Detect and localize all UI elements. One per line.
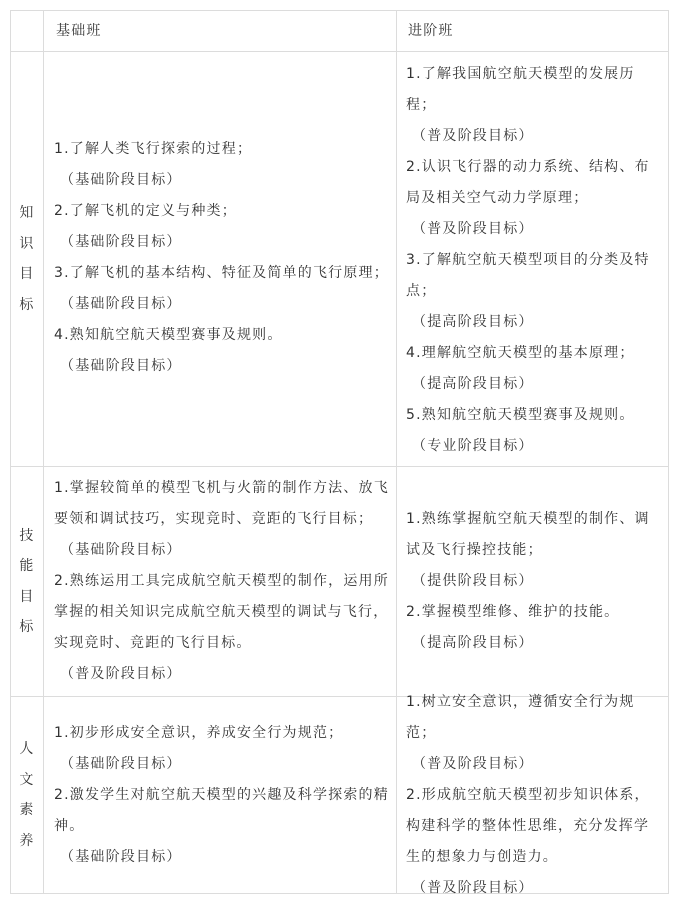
stage-note: （专业阶段目标） (412, 438, 534, 454)
humanities-advanced-cell (406, 693, 662, 896)
stage-note: （基础阶段目标） (60, 296, 182, 312)
stage-note: （普及阶段目标） (412, 879, 534, 896)
category-char: 知 (19, 205, 35, 221)
goal-item: 2.了解飞机的定义与种类； (54, 203, 237, 219)
stage-note: （基础阶段目标） (60, 755, 182, 772)
goal-item: 1.初步形成安全意识，养成安全行为规范； (54, 724, 344, 741)
category-char: 人 (19, 741, 35, 757)
humanities-basic-cell (54, 697, 390, 893)
goal-item: 4.理解航空航天模型的基本原理； (406, 345, 635, 361)
table-divider-col1 (43, 10, 44, 894)
stage-note: （普及阶段目标） (412, 221, 534, 237)
skills-advanced-cell (406, 467, 662, 696)
stage-note: （基础阶段目标） (60, 542, 182, 558)
goal-item: 3.了解航空航天模型项目的分类及特点； (406, 252, 650, 299)
stage-note: （基础阶段目标） (60, 358, 182, 374)
goal-item: 1.了解我国航空航天模型的发展历程； (406, 66, 635, 113)
goal-item: 4.熟知航空航天模型赛事及规则。 (54, 327, 283, 343)
category-char: 能 (19, 558, 35, 574)
stage-note: （普及阶段目标） (412, 128, 534, 144)
category-char: 识 (19, 235, 35, 252)
table-border-right (668, 10, 669, 894)
category-skills (11, 467, 43, 696)
table-divider-col2 (396, 10, 397, 894)
goal-item: 3.了解飞机的基本结构、特征及简单的飞行原理； (54, 265, 389, 281)
header-basic: 基础班 (56, 23, 102, 39)
skills-basic-cell (54, 467, 390, 696)
goal-item: 2.激发学生对航空航天模型的兴趣及科学探索的精神。 (54, 786, 389, 834)
table-border-top (10, 10, 669, 11)
category-char: 技 (19, 527, 35, 544)
goal-item: 1.了解人类飞行探索的过程； (54, 141, 253, 157)
goal-item: 2.形成航空航天模型初步知识体系，构建科学的整体性思维，充分发挥学生的想象力与创造力。 (406, 786, 650, 865)
goal-item: 2.掌握模型维修、维护的技能。 (406, 604, 620, 620)
category-char: 标 (19, 619, 35, 635)
goal-item: 5.熟知航空航天模型赛事及规则。 (406, 407, 635, 423)
stage-note: （提供阶段目标） (412, 573, 534, 589)
goal-item: 1.树立安全意识，遵循安全行为规范； (406, 693, 635, 741)
header-advanced: 进阶班 (408, 23, 454, 39)
knowledge-basic-cell (54, 52, 390, 466)
category-knowledge (11, 52, 43, 466)
stage-note: （基础阶段目标） (60, 848, 182, 865)
category-char: 素 (19, 802, 35, 818)
category-char: 文 (19, 771, 35, 788)
category-char: 目 (19, 266, 35, 282)
stage-note: （基础阶段目标） (60, 234, 182, 250)
category-humanities (11, 697, 43, 893)
category-char: 养 (19, 832, 35, 849)
category-char: 标 (19, 296, 35, 313)
stage-note: （普及阶段目标） (60, 666, 182, 682)
knowledge-advanced-cell (406, 52, 662, 466)
stage-note: （提高阶段目标） (412, 635, 534, 651)
goal-item: 2.熟练运用工具完成航空航天模型的制作，运用所掌握的相关知识完成航空航天模型的调试与飞行，实现竞时、竞距的飞行目标。 (54, 573, 389, 651)
goal-item: 2.认识飞行器的动力系统、结构、布局及相关空气动力学原理； (406, 159, 650, 206)
stage-note: （基础阶段目标） (60, 172, 182, 188)
stage-note: （普及阶段目标） (412, 755, 534, 772)
goal-item: 1.熟练掌握航空航天模型的制作、调试及飞行操控技能； (406, 511, 650, 558)
stage-note: （提高阶段目标） (412, 376, 534, 392)
goal-item: 1.掌握较简单的模型飞机与火箭的制作方法、放飞要领和调试技巧，实现竞时、竞距的飞行目标； (54, 480, 389, 527)
category-char: 目 (19, 588, 35, 605)
stage-note: （提高阶段目标） (412, 314, 534, 330)
